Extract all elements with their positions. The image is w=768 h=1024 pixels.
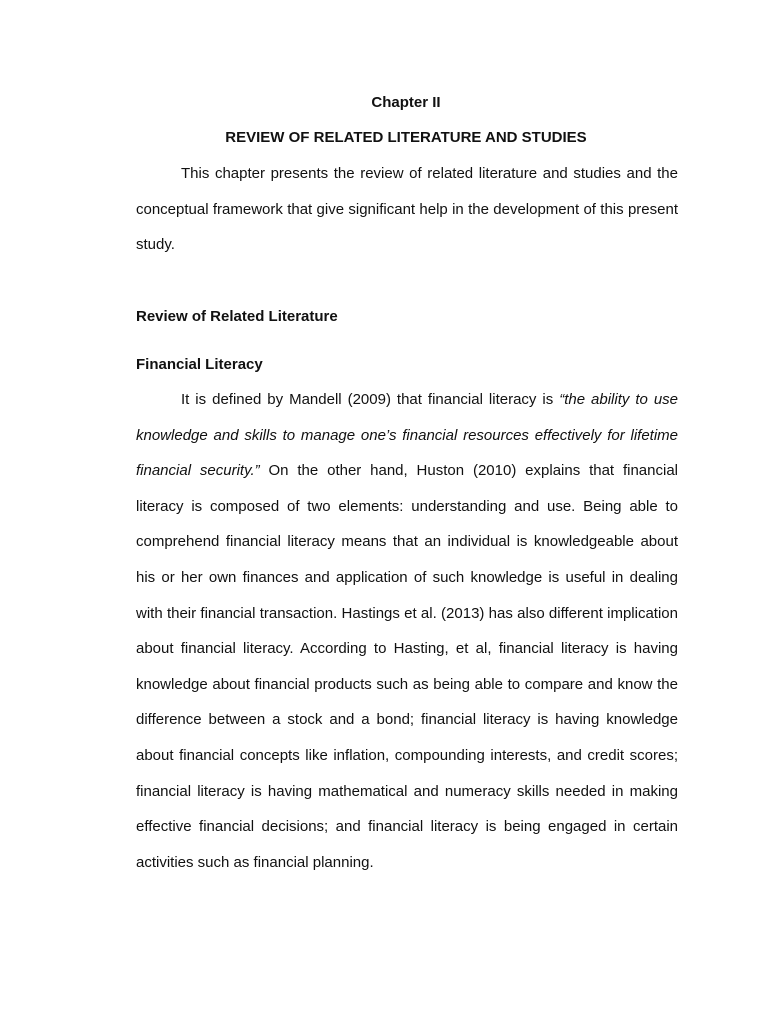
financial-literacy-paragraph (136, 382, 678, 880)
chapter-label: Chapter II (371, 94, 441, 111)
mandell-quote: “the ability to use knowledge and skills to manage one’s financial resources effectively for lifetime financial security.” (136, 391, 678, 480)
intro-paragraph: This chapter presents the review of related literature and studies and the conceptual framework that give significant help in the development of this present study. (136, 165, 678, 254)
section-heading: Review of Related Literature (136, 308, 338, 325)
chapter-title: REVIEW OF RELATED LITERATURE AND STUDIES (225, 129, 587, 146)
paragraph-lead: It is defined by Mandell (2009) that financial literacy is (181, 391, 560, 408)
paragraph-rest: On the other hand, Huston (2010) explains that financial literacy is composed of two elements: understanding and use. Being able to comprehend financial literacy means that an individual is knowledgeable about his or her own finances and application of such knowledge is useful in dealing with their financial transaction. Hastings et al. (2013) has also different implication about financial literacy. According to Hasting, et al, financial literacy is having knowledge about financial products such as being able to compare and know the difference between a stock and a bond; financial literacy is having knowledge about financial concepts like inflation, compounding interests, and credit scores; financial literacy is having mathematical and numeracy skills needed in making effective financial decisions; and financial literacy is being engaged in certain activities such as financial planning. (136, 462, 678, 871)
subsection-heading: Financial Literacy (136, 356, 263, 373)
